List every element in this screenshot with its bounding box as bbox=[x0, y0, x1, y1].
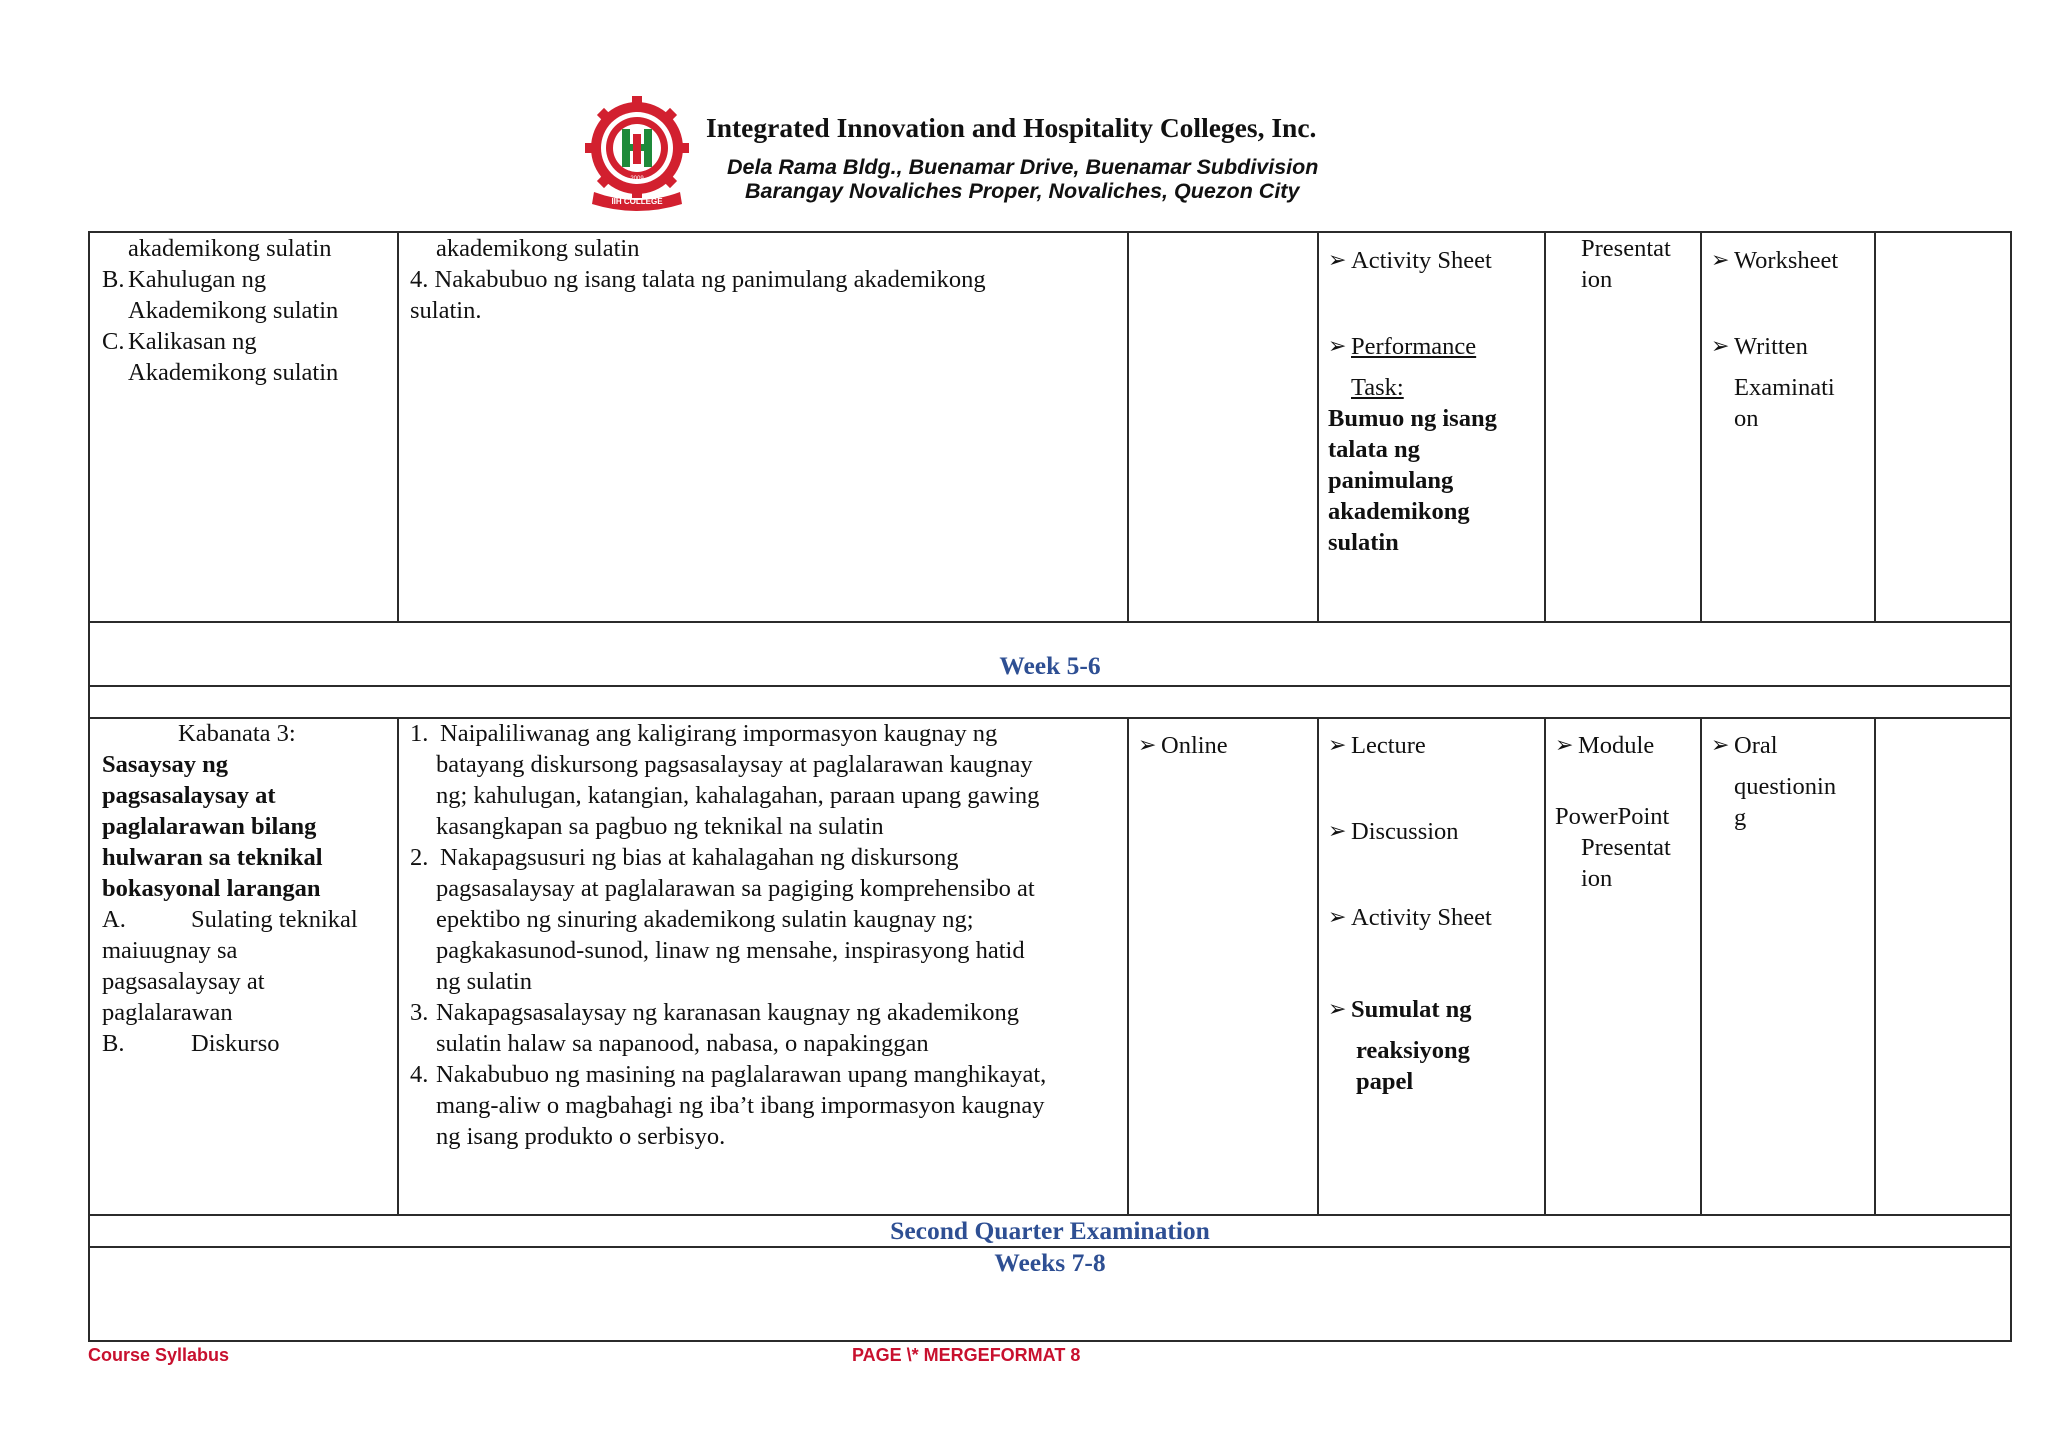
bullet-arrow-icon: ➢ bbox=[1328, 996, 1347, 1021]
row2-activity-bold: papel bbox=[1356, 1068, 1414, 1095]
row2-assessment-line: g bbox=[1734, 804, 1747, 831]
logo-year-text: 2009 bbox=[630, 176, 644, 182]
objective-line: mang-aliw o magbahagi ng iba’t ibang impormasyon kaugnay bbox=[436, 1092, 1045, 1119]
column-divider bbox=[397, 231, 399, 622]
row2-assessment-item: Oral bbox=[1734, 732, 1778, 759]
objective-line: ng sulatin bbox=[436, 968, 532, 995]
row1-activity-item: Activity Sheet bbox=[1351, 247, 1492, 274]
bullet-arrow-icon: ➢ bbox=[1711, 247, 1730, 272]
row1-task-line: Bumuo ng isang bbox=[1328, 405, 1497, 432]
bullet-arrow-icon: ➢ bbox=[1328, 333, 1347, 358]
row1-objective-line: akademikong sulatin bbox=[436, 235, 640, 262]
column-divider bbox=[1127, 231, 1129, 622]
objective-line: Nakapagsusuri ng bias at kahalagahan ng diskursong bbox=[440, 844, 959, 871]
logo-ribbon-text: IIH COLLEGE bbox=[611, 197, 663, 206]
column-divider bbox=[1317, 717, 1319, 1215]
row2-topic-a-line: pagsasalaysay at bbox=[102, 968, 265, 995]
bullet-arrow-icon: ➢ bbox=[1711, 732, 1730, 757]
bullet-arrow-icon: ➢ bbox=[1138, 732, 1157, 757]
row2-topic-bold-line: pagsasalaysay at bbox=[102, 782, 276, 809]
row1-topic-marker: B. bbox=[102, 266, 125, 293]
school-name: Integrated Innovation and Hospitality Colleges, Inc. bbox=[706, 112, 1317, 143]
row1-task-line: talata ng bbox=[1328, 436, 1420, 463]
weeks-7-8-heading: Weeks 7-8 bbox=[994, 1248, 1106, 1277]
row1-assessment-item: Written bbox=[1734, 333, 1808, 360]
objective-line: Naipaliliwanag ang kaligirang impormasyon kaugnay ng bbox=[440, 720, 998, 747]
row1-topic-line: Akademikong sulatin bbox=[128, 359, 339, 386]
row2-topic-a-marker: A. bbox=[102, 906, 126, 933]
column-divider bbox=[1874, 231, 1876, 622]
objective-number: 1. bbox=[410, 720, 429, 747]
objective-line: sulatin halaw sa napanood, nabasa, o napakinggan bbox=[436, 1030, 929, 1057]
row2-assessment-line: questionin bbox=[1734, 773, 1837, 800]
bullet-arrow-icon: ➢ bbox=[1555, 732, 1574, 757]
bullet-arrow-icon: ➢ bbox=[1328, 732, 1347, 757]
row1-objective-line: 4. Nakabubuo ng isang talata ng panimulang akademikong bbox=[410, 266, 986, 293]
row2-topic-chapter: Kabanata 3: bbox=[178, 720, 296, 747]
objective-line: Nakabubuo ng masining na paglalarawan upang manghikayat, bbox=[436, 1061, 1047, 1088]
bullet-arrow-icon: ➢ bbox=[1711, 333, 1730, 358]
table-border-bottom bbox=[88, 1340, 2012, 1342]
row2-activity-bold: Sumulat ng bbox=[1351, 996, 1472, 1023]
bullet-arrow-icon: ➢ bbox=[1328, 904, 1347, 929]
row2-topic-bold-line: bokasyonal larangan bbox=[102, 875, 321, 902]
table-row-divider bbox=[88, 717, 2012, 719]
row2-topic-bold-line: hulwaran sa teknikal bbox=[102, 844, 323, 871]
row1-activity-item: Performance bbox=[1351, 333, 1477, 360]
column-divider bbox=[1544, 231, 1546, 622]
row1-assessment-line: on bbox=[1734, 405, 1759, 432]
column-divider bbox=[1700, 717, 1702, 1215]
objective-line: ng; kahulugan, katangian, kahalagahan, paraan upang gawing bbox=[436, 782, 1040, 809]
row2-topic-bold-line: paglalarawan bilang bbox=[102, 813, 317, 840]
row2-topic-b-text: Diskurso bbox=[191, 1030, 280, 1057]
row1-assessment-item: Worksheet bbox=[1734, 247, 1839, 274]
row1-topic-line: Kalikasan ng bbox=[128, 328, 257, 355]
objective-number: 3. bbox=[410, 999, 429, 1026]
objective-line: batayang diskursong pagsasalaysay at paglalarawan kaugnay bbox=[436, 751, 1033, 778]
table-row-divider bbox=[88, 685, 2012, 687]
week-5-6-heading: Week 5-6 bbox=[999, 651, 1101, 680]
row1-task-line: sulatin bbox=[1328, 529, 1399, 556]
table-row-divider bbox=[88, 621, 2012, 623]
table-border-top bbox=[88, 231, 2012, 233]
address-line-2: Barangay Novaliches Proper, Novaliches, Quezon City bbox=[745, 179, 1300, 203]
row2-topic-a-line: paglalarawan bbox=[102, 999, 233, 1026]
row2-resource-item: Module bbox=[1578, 732, 1655, 759]
column-divider bbox=[1544, 717, 1546, 1215]
row1-assessment-line: Examinati bbox=[1734, 374, 1835, 401]
row2-resource-line: Presentat bbox=[1581, 834, 1671, 861]
objective-line: pagkakasunod-sunod, linaw ng mensahe, inspirasyong hatid bbox=[436, 937, 1025, 964]
objective-number: 2. bbox=[410, 844, 429, 871]
footer-course-syllabus: Course Syllabus bbox=[88, 1345, 230, 1365]
bullet-arrow-icon: ➢ bbox=[1328, 247, 1347, 272]
bullet-arrow-icon: ➢ bbox=[1328, 818, 1347, 843]
row1-topic-line: Kahulugan ng bbox=[128, 266, 267, 293]
address-line-1: Dela Rama Bldg., Buenamar Drive, Buenamar Subdivision bbox=[727, 155, 1319, 179]
row1-resource-line: Presentat bbox=[1581, 235, 1671, 262]
school-seal-logo-icon bbox=[582, 96, 692, 214]
column-divider bbox=[1127, 717, 1129, 1215]
row2-activity-item: Discussion bbox=[1351, 818, 1459, 845]
table-border-right bbox=[2010, 231, 2012, 1341]
row1-topic-line: akademikong sulatin bbox=[128, 235, 332, 262]
row2-topic-a-line: maiuugnay sa bbox=[102, 937, 238, 964]
footer-page-field: PAGE \* MERGEFORMAT 8 bbox=[852, 1345, 1081, 1365]
objective-number: 4. bbox=[410, 1061, 429, 1088]
column-divider bbox=[1874, 717, 1876, 1215]
row2-resource-line: PowerPoint bbox=[1555, 803, 1670, 830]
objective-line: ng isang produkto o serbisyo. bbox=[436, 1123, 726, 1150]
row2-topic-b-marker: B. bbox=[102, 1030, 125, 1057]
column-divider bbox=[1700, 231, 1702, 622]
row1-task-line: akademikong bbox=[1328, 498, 1470, 525]
objective-line: pagsasalaysay at paglalarawan sa pagiging komprehensibo at bbox=[436, 875, 1035, 902]
row1-task-line: panimulang bbox=[1328, 467, 1454, 494]
column-divider bbox=[397, 717, 399, 1215]
row2-activity-item: Lecture bbox=[1351, 732, 1426, 759]
row2-resource-line: ion bbox=[1581, 865, 1613, 892]
syllabus-table bbox=[88, 231, 2012, 1341]
row2-activity-bold: reaksiyong bbox=[1356, 1037, 1470, 1064]
row2-topic-bold-line: Sasaysay ng bbox=[102, 751, 228, 778]
column-divider bbox=[1317, 231, 1319, 622]
objective-line: kasangkapan sa pagbuo ng teknikal na sulatin bbox=[436, 813, 884, 840]
second-quarter-exam-heading: Second Quarter Examination bbox=[890, 1216, 1210, 1245]
row2-topic-a-line: Sulating teknikal bbox=[191, 906, 358, 933]
table-border-left bbox=[88, 231, 90, 1341]
row1-topic-line: Akademikong sulatin bbox=[128, 297, 339, 324]
row1-objective-line: sulatin. bbox=[410, 297, 482, 324]
row1-activity-item: Task: bbox=[1351, 374, 1404, 401]
row1-topic-marker: C. bbox=[102, 328, 125, 355]
objective-line: epektibo ng sinuring akademikong sulatin kaugnay ng; bbox=[436, 906, 974, 933]
objective-line: Nakapagsasalaysay ng karanasan kaugnay ng akademikong bbox=[436, 999, 1020, 1026]
row2-mode: Online bbox=[1161, 732, 1228, 759]
row1-resource-line: ion bbox=[1581, 266, 1613, 293]
row2-activity-item: Activity Sheet bbox=[1351, 904, 1492, 931]
